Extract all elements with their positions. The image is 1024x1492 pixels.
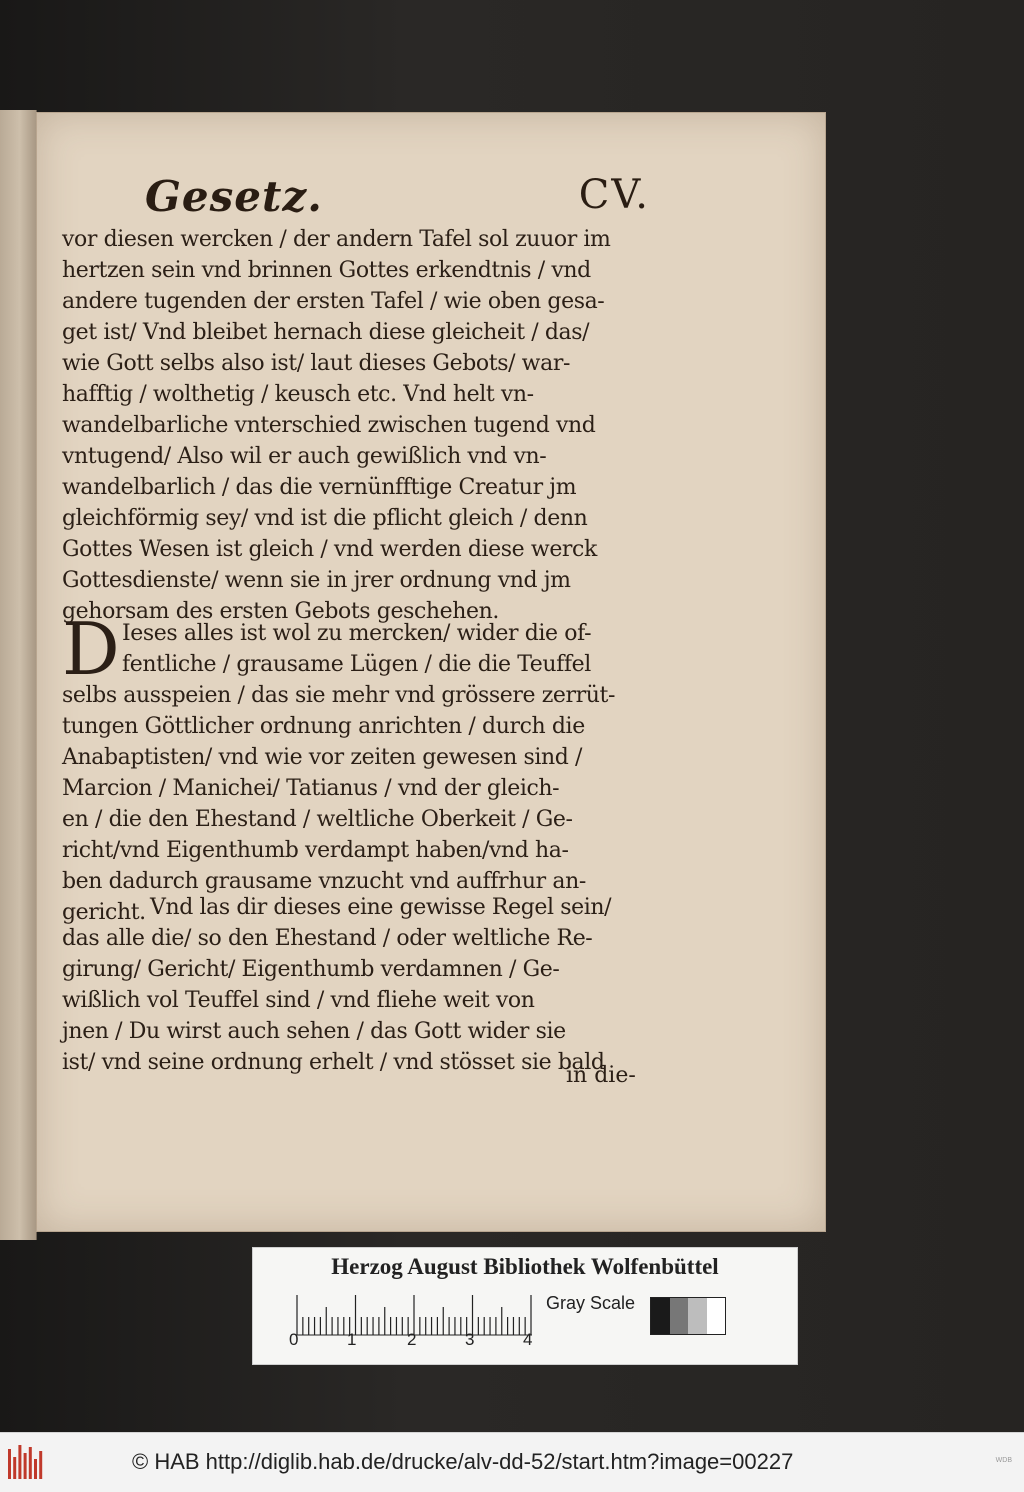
- gray-patch: [707, 1298, 726, 1334]
- text-line: en / die den Ehestand / weltliche Oberkeit / Ge-: [62, 807, 573, 832]
- text-line: vor diesen wercken / der andern Tafel sol zuuor im: [62, 227, 611, 252]
- ruler-number: 2: [407, 1330, 417, 1349]
- text-line: gericht.: [62, 900, 146, 925]
- copyright-link[interactable]: © HAB http://diglib.hab.de/drucke/alv-dd-52/start.htm?image=00227: [132, 1449, 794, 1474]
- text-line: Gottes Wesen ist gleich / vnd werden diese werck: [62, 537, 597, 562]
- library-name: Herzog August Bibliothek Wolfenbüttel: [331, 1254, 719, 1279]
- footer-mark: WDB: [995, 1457, 1012, 1464]
- text-line: Gottesdienste/ wenn sie in jrer ordnung vnd jm: [62, 568, 571, 593]
- catchword: in die-: [566, 1063, 636, 1088]
- text-line: selbs ausspeien / das sie mehr vnd grössere zerrüt-: [62, 683, 616, 708]
- text-line: get ist/ Vnd bleibet hernach diese gleicheit / das/: [62, 320, 590, 345]
- text-line: hafftig / wolthetig / keusch etc. Vnd helt vn-: [62, 382, 534, 407]
- drop-cap: D: [62, 607, 120, 691]
- ruler-number: 4: [523, 1330, 533, 1349]
- previous-page-edge: [0, 110, 37, 1240]
- paragraph-2: [62, 618, 642, 928]
- text-line: ist/ vnd seine ordnung erhelt / vnd stösset sie bald: [62, 1050, 605, 1075]
- page-header: [145, 172, 650, 222]
- text-line: tungen Göttlicher ordnung anrichten / durch die: [62, 714, 585, 739]
- text-line: wandelbarliche vnterschied zwischen tugend vnd: [62, 413, 596, 438]
- text-line: Ieses alles ist wol zu mercken/ wider die of-: [122, 621, 592, 646]
- text-line: jnen / Du wirst auch sehen / das Gott wider sie: [62, 1019, 566, 1044]
- folio-number: CV.: [578, 172, 650, 218]
- paragraph-3: [62, 892, 642, 1078]
- gray-patch: [670, 1298, 689, 1334]
- text-line: gehorsam des ersten Gebots geschehen.: [62, 599, 500, 624]
- paragraph-1: [62, 224, 642, 627]
- text-line: Vnd las dir dieses eine gewisse Regel sein/: [150, 895, 612, 920]
- text-line: Marcion / Manichei/ Tatianus / vnd der gleich-: [62, 776, 560, 801]
- running-title: Gesetz.: [145, 172, 323, 221]
- ruler-number: 3: [465, 1330, 475, 1349]
- ruler-number: 0: [289, 1330, 299, 1349]
- text-line: wißlich vol Teuffel sind / vnd fliehe weit von: [62, 988, 535, 1013]
- text-line: girung/ Gericht/ Eigenthumb verdamnen / Ge-: [62, 957, 560, 982]
- text-line: wie Gott selbs also ist/ laut dieses Gebots/ war-: [62, 351, 570, 376]
- text-line: das alle die/ so den Ehestand / oder weltliche Re-: [62, 926, 593, 951]
- hab-logo-icon[interactable]: [6, 1443, 46, 1481]
- text-line: ben dadurch grausame vnzucht vnd auffrhur an-: [62, 869, 586, 894]
- text-line: fentliche / grausame Lügen / die die Teuffel: [122, 652, 591, 677]
- text-line: vntugend/ Also wil er auch gewißlich vnd vn-: [62, 444, 547, 469]
- text-line: wandelbarlich / das die vernünfftige Creatur jm: [62, 475, 577, 500]
- gray-patch: [651, 1298, 670, 1334]
- ruler-number: 1: [347, 1330, 357, 1349]
- text-line: hertzen sein vnd brinnen Gottes erkendtnis / vnd: [62, 258, 591, 283]
- footer-bar: [0, 1432, 1024, 1492]
- gray-scale-patches: [650, 1297, 726, 1335]
- gray-patch: [688, 1298, 707, 1334]
- text-line: richt/vnd Eigenthumb verdampt haben/vnd ha-: [62, 838, 569, 863]
- gray-scale-label: Gray Scale: [546, 1293, 636, 1313]
- text-line: andere tugenden der ersten Tafel / wie oben gesa-: [62, 289, 605, 314]
- text-line: Anabaptisten/ vnd wie vor zeiten gewesen sind /: [62, 745, 583, 770]
- text-line: gleichförmig sey/ vnd ist die pflicht gleich / denn: [62, 506, 588, 531]
